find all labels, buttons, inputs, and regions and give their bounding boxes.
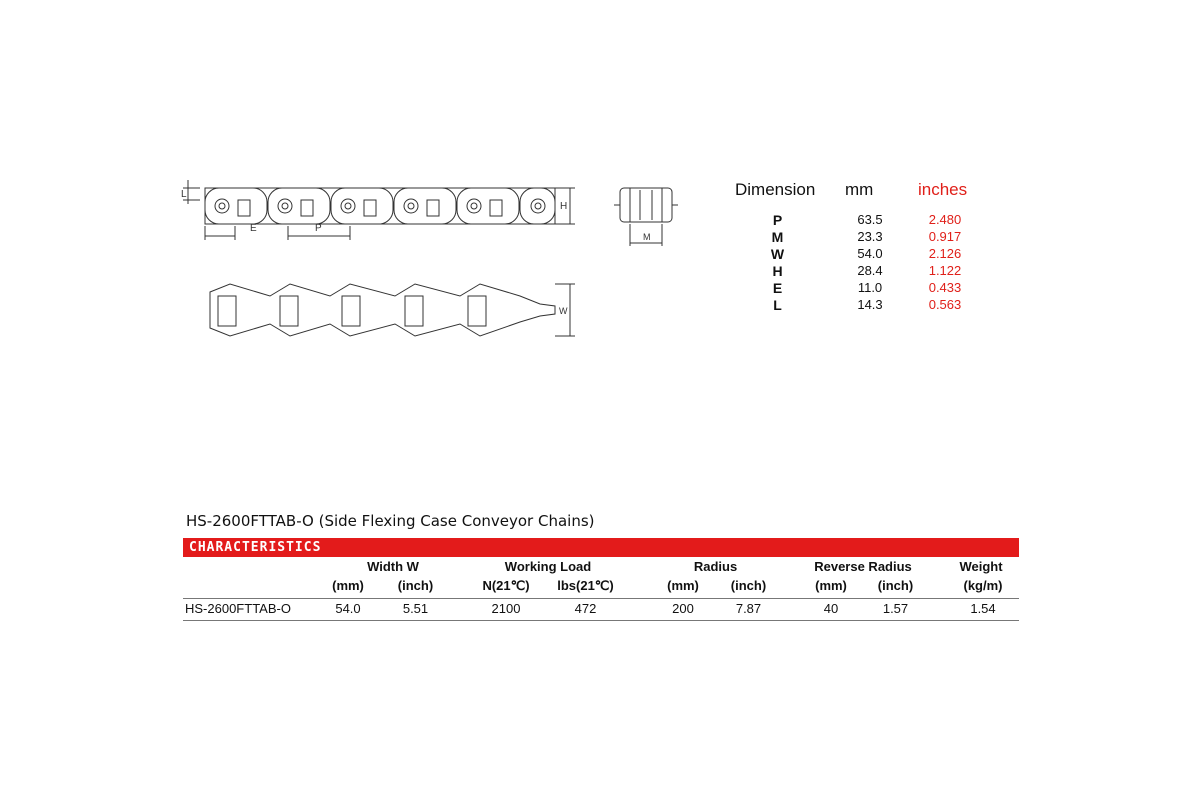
dimension-row — [735, 263, 995, 280]
cell-reverse-inch: 1.57 — [882, 601, 909, 616]
dimension-label: M — [771, 229, 784, 245]
chain-side-view — [183, 180, 575, 240]
dim-label-e: E — [250, 223, 257, 234]
unit-radius-mm: (mm) — [667, 578, 699, 593]
cell-load-lbs: 472 — [574, 601, 597, 616]
dimension-row — [735, 280, 995, 297]
dimension-label: W — [770, 246, 785, 262]
header-working-load: Working Load — [504, 559, 592, 574]
header-reverse-radius: Reverse Radius — [814, 559, 912, 574]
product-title: HS-2600FTTAB-O (Side Flexing Case Conveyor Chains) — [186, 512, 595, 530]
dimension-inches: 0.563 — [928, 297, 962, 312]
dimension-mm: 54.0 — [857, 246, 883, 261]
dimension-mm: 63.5 — [857, 212, 883, 227]
unit-weight: (kg/m) — [963, 578, 1003, 593]
cell-model: HS-2600FTTAB-O — [185, 601, 291, 616]
spec-table — [183, 558, 1019, 622]
table-rule-bottom — [183, 620, 1019, 621]
unit-load-lbs: lbs(21℃) — [557, 578, 614, 593]
dim-label-h: H — [560, 201, 568, 212]
dim-label-m: M — [643, 232, 651, 242]
header-width: Width W — [367, 559, 419, 574]
dimension-label: L — [773, 297, 782, 313]
characteristics-bar — [183, 538, 1019, 557]
dimension-label: H — [772, 263, 783, 279]
dimension-heading: Dimension — [735, 180, 816, 199]
dimension-mm: 11.0 — [857, 280, 883, 295]
cell-reverse-mm: 40 — [823, 601, 839, 616]
dimension-mm: 28.4 — [857, 263, 883, 278]
unit-width-mm: (mm) — [332, 578, 364, 593]
characteristics-label: CHARACTERISTICS — [189, 540, 322, 555]
dimension-inches: 2.126 — [928, 246, 962, 261]
header-weight: Weight — [959, 559, 1003, 574]
dim-label-p: P — [315, 223, 322, 234]
unit-load-n: N(21℃) — [482, 578, 530, 593]
dimension-mm: 14.3 — [857, 297, 883, 312]
dimension-row — [735, 212, 995, 229]
chain-top-view — [210, 284, 575, 336]
cell-load-n: 2100 — [491, 601, 521, 616]
dimension-header — [735, 180, 995, 206]
dimension-label: E — [772, 280, 783, 296]
dimension-inches: 1.122 — [928, 263, 962, 278]
dimension-label: P — [772, 212, 783, 228]
dimension-mm: 23.3 — [857, 229, 883, 244]
dimension-inches: 0.433 — [928, 280, 962, 295]
dimension-row — [735, 297, 995, 314]
unit-radius-inch: (inch) — [730, 578, 767, 593]
dimension-row — [735, 229, 995, 246]
cell-width-mm: 54.0 — [335, 601, 361, 616]
unit-reverse-inch: (inch) — [877, 578, 914, 593]
mm-heading: mm — [845, 180, 874, 199]
cell-radius-inch: 7.87 — [735, 601, 762, 616]
dimension-row — [735, 246, 995, 263]
inches-heading: inches — [918, 180, 968, 199]
cell-width-inch: 5.51 — [402, 601, 429, 616]
dimension-inches: 0.917 — [928, 229, 962, 244]
dim-label-w: W — [559, 306, 568, 316]
cell-radius-mm: 200 — [672, 601, 694, 616]
dim-label-l: L — [181, 189, 187, 200]
unit-reverse-mm: (mm) — [815, 578, 847, 593]
unit-width-inch: (inch) — [397, 578, 434, 593]
table-rule-top — [183, 598, 1019, 599]
header-radius: Radius — [693, 559, 738, 574]
cell-weight: 1.54 — [970, 601, 996, 616]
dimension-table — [735, 180, 995, 314]
dimension-inches: 2.480 — [928, 212, 962, 227]
